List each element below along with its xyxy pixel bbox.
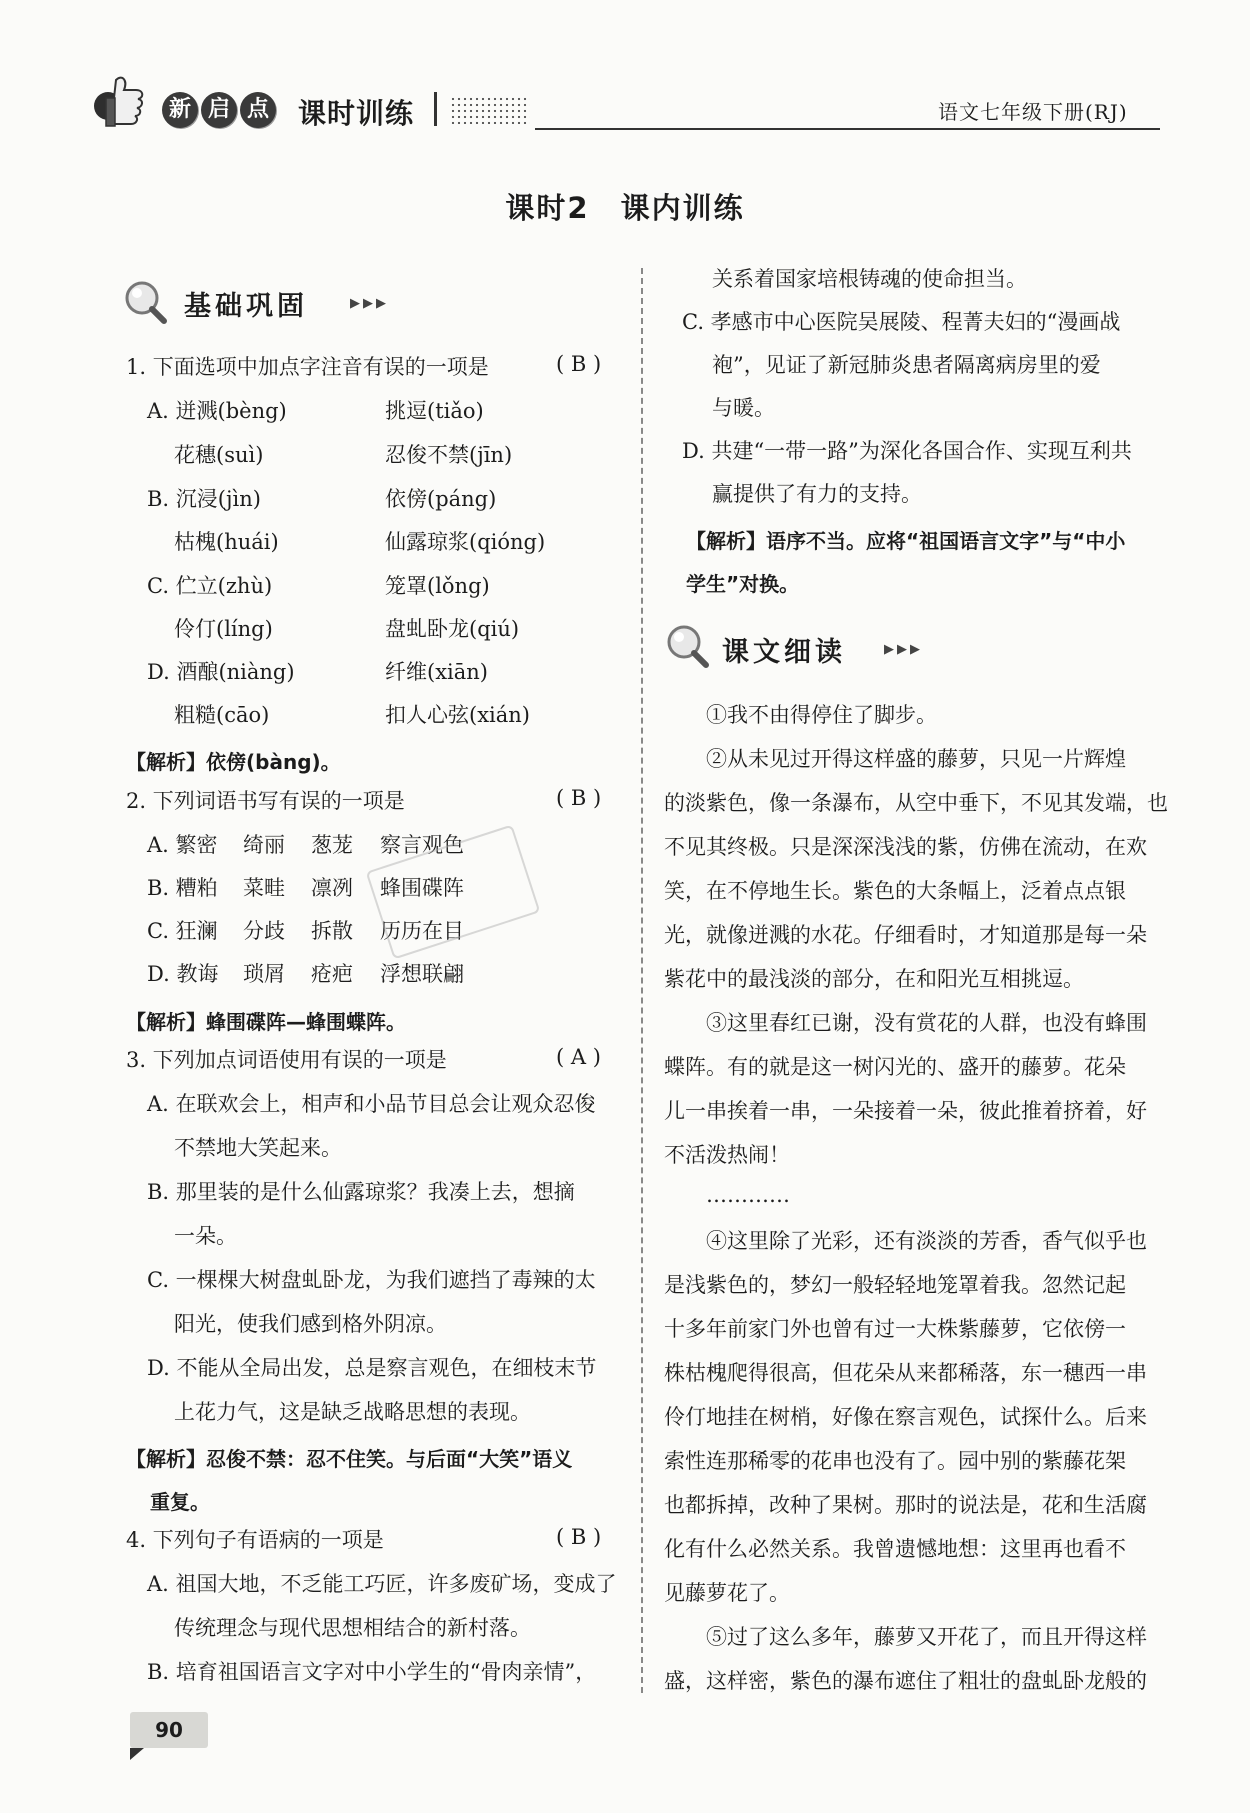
header-rule [535, 128, 1160, 130]
section-arrows: ▶▶▶ [884, 642, 923, 657]
passage-line: ③这里春红已谢，没有赏花的人群，也没有蜂围 [706, 1011, 1147, 1035]
passage-line: 索性连那稀零的花串也没有了。园中别的紫藤花架 [664, 1449, 1126, 1473]
header-dot-pattern [450, 96, 530, 124]
q2-word: 历历在目 [380, 919, 464, 943]
page-corner-mark [130, 1748, 144, 1760]
q2-stem: 2. 下列词语书写有误的一项是 [126, 789, 405, 813]
q2-word: 疮疤 [311, 962, 353, 986]
q2-word: C. 狂澜 [147, 919, 218, 943]
q4-line: 传统理念与现代思想相结合的新村落。 [174, 1616, 531, 1640]
q4-answer: ( B ) [556, 1525, 602, 1549]
q4-line: A. 祖国大地，不乏能工巧匠，许多废矿场，变成了 [147, 1572, 617, 1596]
passage-line: 笑，在不停地生长。紫色的大条幅上，泛着点点银 [664, 879, 1126, 903]
q4-cont-line: 袍”，见证了新冠肺炎患者隔离病房里的爱 [712, 353, 1101, 377]
thumbs-up-icon [92, 72, 148, 134]
q3-line: 一朵。 [174, 1224, 237, 1248]
passage-line: 蝶阵。有的就是这一树闪光的、盛开的藤萝。花朵 [664, 1055, 1126, 1079]
q3-line: 阳光，使我们感到格外阴凉。 [174, 1312, 447, 1336]
q1-option: 枯槐(huái) [174, 530, 279, 554]
q1-stem: 1. 下面选项中加点字注音有误的一项是 [126, 355, 489, 379]
q3-line: D. 不能从全局出发，总是察言观色，在细枝末节 [147, 1356, 597, 1380]
q2-word: 凛冽 [311, 876, 353, 900]
header-separator [434, 92, 437, 126]
section-title-reading: 课文细读 [722, 637, 846, 668]
passage-line: 也都拆掉，改种了果树。那时的说法是，花和生活腐 [664, 1493, 1147, 1517]
q1-analysis: 【解析】依傍(bàng)。 [126, 750, 341, 774]
q1-option: 粗糙(cāo) [174, 703, 270, 727]
q2-word: A. 繁密 [147, 833, 218, 857]
passage-line: 的淡紫色，像一条瀑布，从空中垂下，不见其发端，也 [664, 791, 1168, 815]
q4-analysis: 【解析】语序不当。应将“祖国语言文字”与“中小 [686, 529, 1126, 553]
brand-logo [162, 92, 279, 128]
q3-line: B. 那里装的是什么仙露琼浆？我凑上去，想摘 [147, 1180, 575, 1204]
q4-cont-line: C. 孝感市中心医院吴展陵、程菁夫妇的“漫画战 [682, 310, 1121, 334]
q2-word: D. 教诲 [147, 962, 219, 986]
page-number: 90 [130, 1712, 208, 1748]
passage-line: ①我不由得停住了脚步。 [706, 703, 937, 727]
q1-option: 伶仃(líng) [174, 617, 273, 641]
q4-analysis: 学生”对换。 [686, 572, 800, 596]
q2-word: 察言观色 [380, 833, 464, 857]
passage-line: 不见其终极。只是深深浅浅的紫，仿佛在流动，在欢 [664, 835, 1147, 859]
passage-line: 紫花中的最浅淡的部分，在和阳光互相挑逗。 [664, 967, 1084, 991]
q4-line: B. 培育祖国语言文字对中小学生的“骨肉亲情”， [147, 1660, 597, 1684]
passage-line: 儿一串挨着一串，一朵接着一朵，彼此推着挤着，好 [664, 1099, 1147, 1123]
passage-line: 光，就像迸溅的水花。仔细看时，才知道那是每一朵 [664, 923, 1147, 947]
passage-line: ④这里除了光彩，还有淡淡的芳香，香气似乎也 [706, 1229, 1147, 1253]
passage-line: ②从未见过开得这样盛的藤萝，只见一片辉煌 [706, 747, 1126, 771]
q3-line: C. 一棵棵大树盘虬卧龙，为我们遮挡了毒辣的太 [147, 1268, 596, 1292]
brand-char: 点 [240, 92, 276, 128]
section-title-basics: 基础巩固 [184, 291, 308, 322]
passage-line: 不活泼热闹！ [664, 1143, 790, 1167]
q2-answer: ( B ) [556, 786, 602, 810]
passage-ellipsis: ………… [706, 1183, 790, 1207]
q2-word: 浮想联翩 [380, 962, 464, 986]
q1-option: 忍俊不禁(jīn) [385, 443, 513, 467]
q2-word: 琐屑 [243, 962, 285, 986]
q4-cont-line: 关系着国家培根铸魂的使命担当。 [712, 267, 1027, 291]
brand-char: 启 [201, 92, 237, 128]
q2-word: 绮丽 [243, 833, 285, 857]
brand-char: 新 [162, 92, 198, 128]
lesson-title: 课时2 课内训练 [505, 191, 745, 225]
q2-word: 分歧 [243, 919, 285, 943]
q1-answer: ( B ) [556, 352, 602, 376]
q4-cont-line: 与暖。 [712, 396, 775, 420]
q2-word: 菜畦 [243, 876, 285, 900]
passage-line: 见藤萝花了。 [664, 1581, 790, 1605]
q3-answer: ( A ) [556, 1045, 601, 1069]
q4-stem: 4. 下列句子有语病的一项是 [126, 1528, 384, 1552]
passage-line: ⑤过了这么多年，藤萝又开花了，而且开得这样 [706, 1625, 1147, 1649]
q1-option: 挑逗(tiǎo) [385, 399, 484, 423]
passage-line: 化有什么必然关系。我曾遗憾地想：这里再也看不 [664, 1537, 1126, 1561]
section-arrows: ▶▶▶ [350, 296, 389, 311]
q1-option: A. 迸溅(bèng) [147, 399, 287, 423]
q3-analysis: 重复。 [150, 1490, 210, 1514]
q1-option: 笼罩(lǒng) [385, 574, 490, 598]
q3-line: 上花力气，这是缺乏战略思想的表现。 [174, 1400, 531, 1424]
brand-text: 课时训练 [298, 97, 415, 130]
q1-option: B. 沉浸(jìn) [147, 487, 261, 511]
q1-option: 盘虬卧龙(qiú) [385, 617, 520, 641]
passage-line: 盛，这样密，紫色的瀑布遮住了粗壮的盘虬卧龙般的 [664, 1669, 1147, 1693]
magnifier-icon [122, 278, 168, 324]
book-label: 语文七年级下册(RJ) [938, 100, 1128, 124]
passage-line: 伶仃地挂在树梢，好像在察言观色，试探什么。后来 [664, 1405, 1147, 1429]
q1-option: 仙露琼浆(qióng) [385, 530, 546, 554]
q1-option: C. 伫立(zhù) [147, 574, 273, 598]
q2-word: 拆散 [311, 919, 353, 943]
q3-line: A. 在联欢会上，相声和小品节目总会让观众忍俊 [147, 1092, 596, 1116]
passage-line: 是浅紫色的，梦幻一般轻轻地笼罩着我。忽然记起 [664, 1273, 1126, 1297]
q4-cont-line: D. 共建“一带一路”为深化各国合作、实现互利共 [682, 439, 1132, 463]
q1-option: 依傍(páng) [385, 487, 497, 511]
q2-word: 蜂围碟阵 [380, 876, 464, 900]
q2-analysis: 【解析】蜂围碟阵—蜂围蝶阵。 [126, 1010, 406, 1034]
q3-stem: 3. 下列加点词语使用有误的一项是 [126, 1048, 447, 1072]
q1-option: 花穗(suì) [174, 443, 264, 467]
q2-word: B. 糟粕 [147, 876, 218, 900]
q1-option: 纤维(xiān) [385, 660, 488, 684]
q3-line: 不禁地大笑起来。 [174, 1136, 342, 1160]
q1-option: 扣人心弦(xián) [385, 703, 530, 727]
q4-cont-line: 赢提供了有力的支持。 [712, 482, 922, 506]
q1-option: D. 酒酿(niàng) [147, 660, 295, 684]
q3-analysis: 【解析】忍俊不禁：忍不住笑。与后面“大笑”语义 [126, 1447, 573, 1471]
passage-line: 十多年前家门外也曾有过一大株紫藤萝，它依傍一 [664, 1317, 1126, 1341]
passage-line: 株枯槐爬得很高，但花朵从来都稀落，东一穗西一串 [664, 1361, 1147, 1385]
q2-word: 葱茏 [311, 833, 353, 857]
magnifier-icon [664, 622, 710, 668]
column-divider [641, 268, 643, 1693]
